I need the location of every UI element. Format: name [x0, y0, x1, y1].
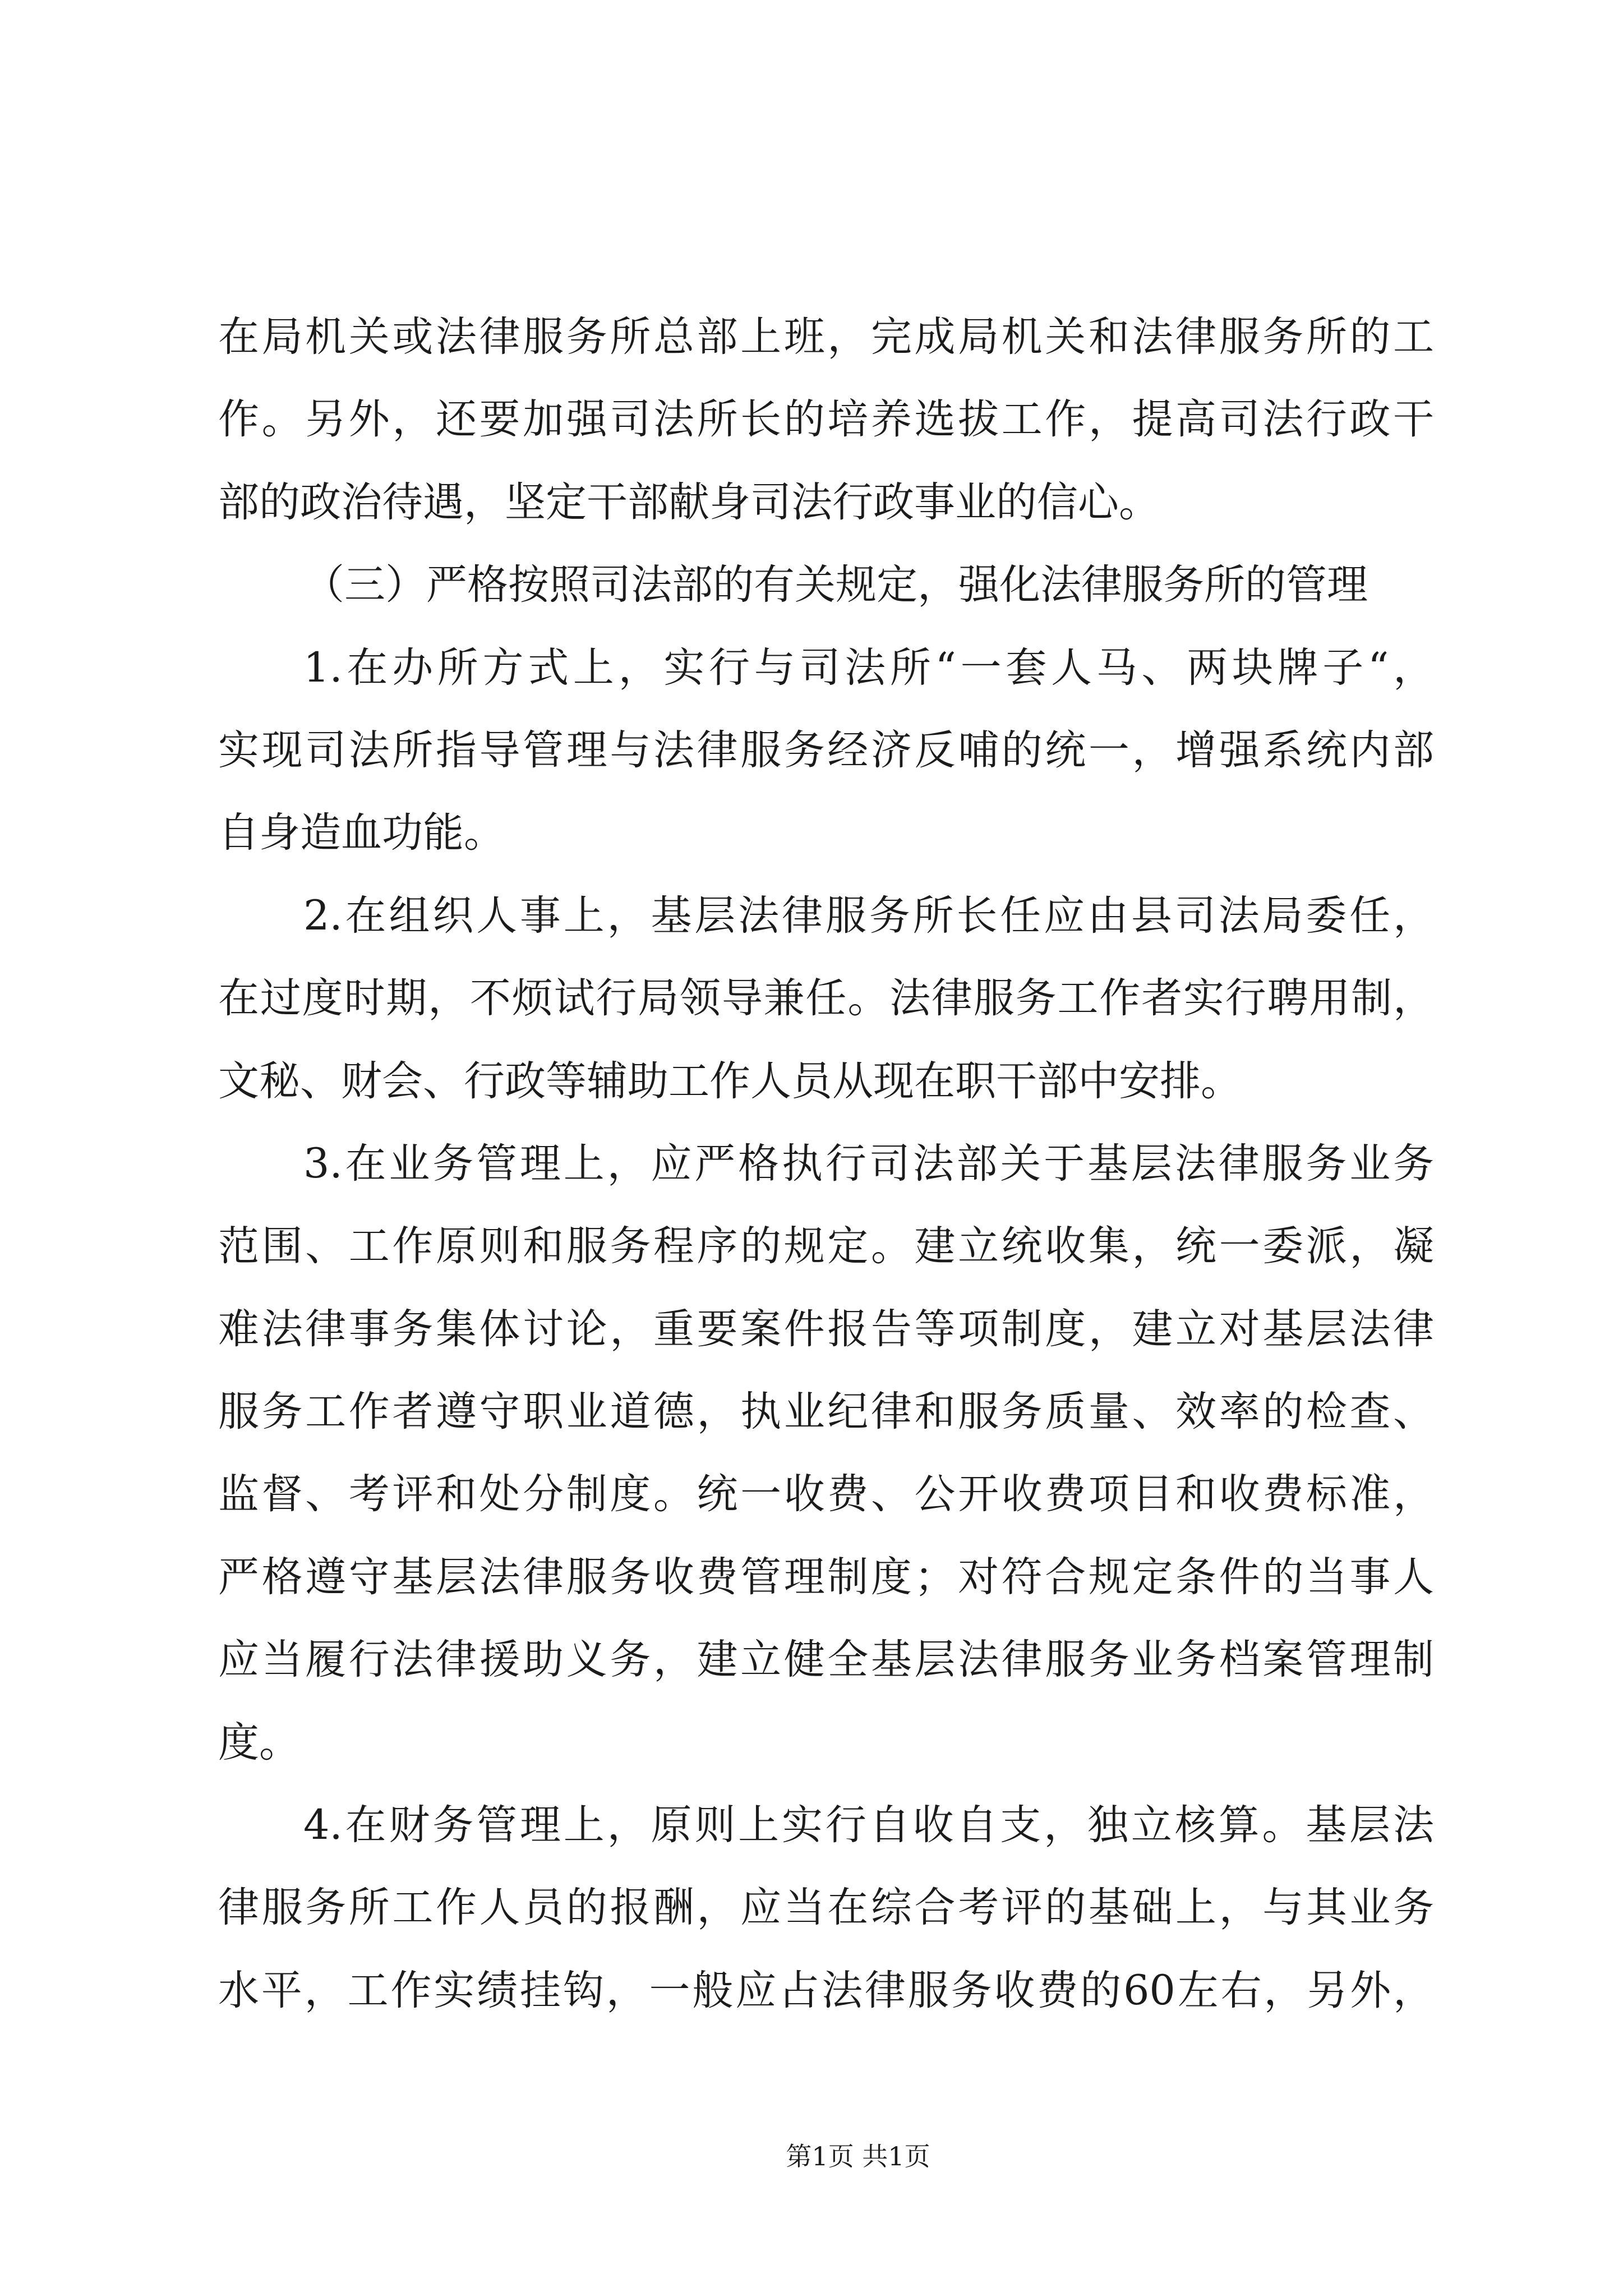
paragraph-line: 2.在组织人事上，基层法律服务所长任应由县司法局委任， [303, 891, 1434, 940]
paragraph-line: 服务工作者遵守职业道德，执业纪律和服务质量、效率的检查、 [218, 1388, 1434, 1436]
paragraph-line: 监督、考评和处分制度。统一收费、公开收费项目和收费标准， [218, 1470, 1434, 1519]
paragraph-line: 难法律事务集体讨论，重要案件报告等项制度，建立对基层法律 [218, 1305, 1434, 1353]
paragraph-line: 文秘、财会、行政等辅助工作人员从现在职干部中安排。 [218, 1057, 1242, 1105]
section-heading-text: （三）严格按照司法部的有关规定，强化法律服务所的管理 [303, 561, 1368, 609]
paragraph-line: 作。另外，还要加强司法所长的培养选拔工作，提高司法行政干 [218, 395, 1434, 444]
paragraph-line: 范围、工作原则和服务程序的规定。建立统收集，统一委派，凝 [218, 1222, 1434, 1271]
paragraph-continued [218, 296, 1434, 544]
paragraph-line: 水平，工作实绩挂钩，一般应占法律服务收费的60左右，另外， [218, 1966, 1434, 2014]
paragraph-line: 度。 [218, 1718, 300, 1766]
paragraph-line: 1.在办所方式上，实行与司法所“一套人马、两块牌子“， [303, 643, 1434, 692]
paragraph-line: 在局机关或法律服务所总部上班，完成局机关和法律服务所的工 [218, 313, 1434, 361]
paragraph-line: 自身造血功能。 [218, 809, 505, 857]
paragraph-item-3 [218, 1122, 1434, 1784]
paragraph-line: 严格遵守基层法律服务收费管理制度；对符合规定条件的当事人 [218, 1553, 1434, 1601]
document-body [218, 296, 1434, 2032]
paragraph-line: 实现司法所指导管理与法律服务经济反哺的统一，增强系统内部 [218, 726, 1434, 774]
paragraph-line: 部的政治待遇，坚定干部献身司法行政事业的信心。 [218, 478, 1160, 526]
paragraph-item-2 [218, 875, 1434, 1122]
page-number-footer: 第1页 共1页 [786, 2141, 930, 2171]
paragraph-line: 在过度时期，不烦试行局领导兼任。法律服务工作者实行聘用制， [218, 974, 1434, 1023]
paragraph-item-1 [218, 627, 1434, 875]
paragraph-line: 律服务所工作人员的报酬，应当在综合考评的基础上，与其业务 [218, 1884, 1434, 1932]
paragraph-line: 4.在财务管理上，原则上实行自收自支，独立核算。基层法 [303, 1801, 1434, 1849]
section-heading [218, 544, 1434, 626]
paragraph-line: 应当履行法律援助义务，建立健全基层法律服务业务档案管理制 [218, 1636, 1434, 1684]
paragraph-item-4 [218, 1784, 1434, 2032]
paragraph-line: 3.在业务管理上，应严格执行司法部关于基层法律服务业务 [303, 1139, 1434, 1188]
